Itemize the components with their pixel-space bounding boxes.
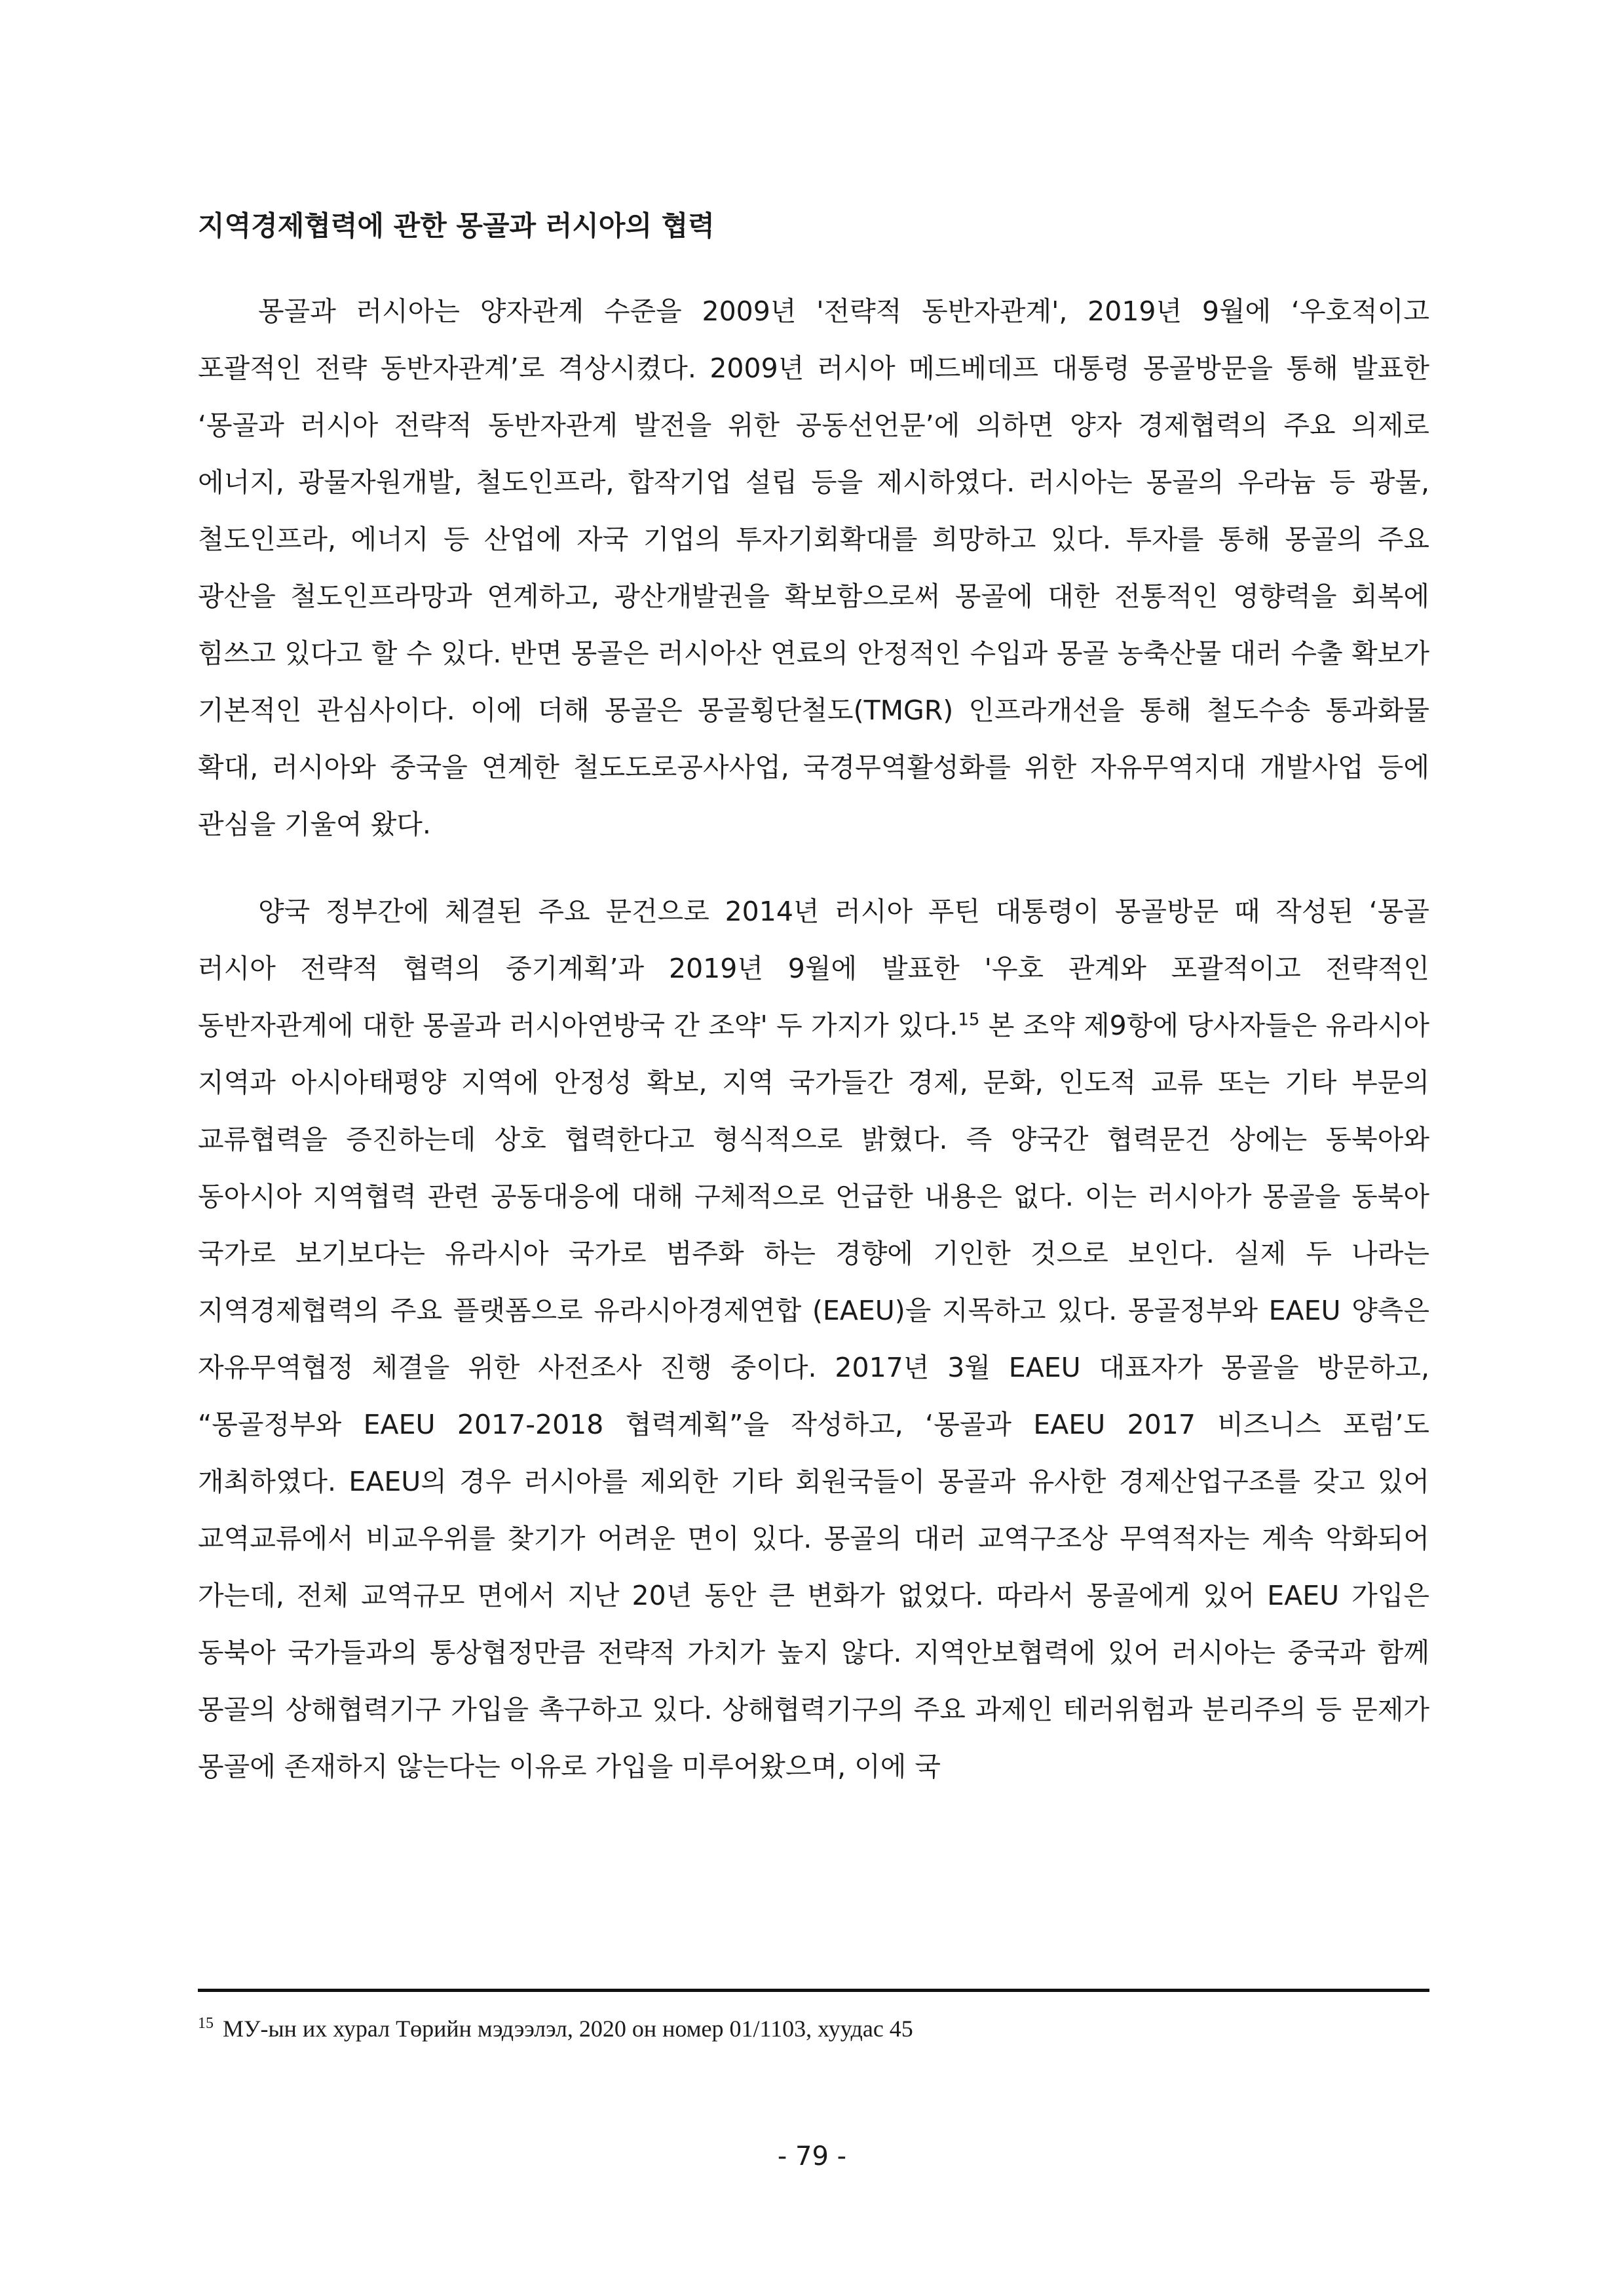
footnote-divider <box>198 1989 1429 1992</box>
footnote-text: МУ-ын их хурал Төрийн мэдээлэл, 2020 он номер 01/1103, хуудас 45 <box>223 2016 913 2042</box>
footnote-number: 15 <box>198 2015 214 2032</box>
section-heading: 지역경제협력에 관한 몽골과 러시아의 협력 <box>198 210 715 242</box>
footnote <box>198 2015 1429 2042</box>
page-number: - 79 - <box>777 2141 847 2172</box>
paragraph-2-text-a: 양국 정부간에 체결된 주요 문건으로 2014년 러시아 푸틴 대통령이 몽골방문 때 작성된 ‘몽골 러시아 전략적 협력의 중기계획’과 2019년 9월에 발표한 '우호 관계와 포괄적이고 전략적인 동반자관계에 대한 몽골과 러시아연방국 간 조약' 두 가지가 있다. <box>198 896 1429 1041</box>
paragraph-2 <box>198 883 1429 1795</box>
paragraph-1: 몽골과 러시아는 양자관계 수준을 2009년 '전략적 동반자관계', 2019년 9월에 ‘우호적이고 포괄적인 전략 동반자관계’로 격상시켰다. 2009년 러시아 메드베데프 대통령 몽골방문을 통해 발표한 ‘몽골과 러시아 전략적 동반자관계 발전을 위한 공동선언문’에 의하면 양자 경제협력의 주요 의제로 에너지, 광물자원개발, 철도인프라, 합작기업 설립 등을 제시하였다. 러시아는 몽골의 우라늄 등 광물, 철도인프라, 에너지 등 산업에 자국 기업의 투자기회확대를 희망하고 있다. 투자를 통해 몽골의 주요 광산을 철도인프라망과 연계하고, 광산개발권을 확보함으로써 몽골에 대한 전통적인 영향력을 회복에 힘쓰고 있다고 할 수 있다. 반면 몽골은 러시아산 연료의 안정적인 수입과 몽골 농축산물 대러 수출 확보가 기본적인 관심사이다. 이에 더해 몽골은 몽골횡단철도(TMGR) 인프라개선을 통해 철도수송 통과화물 확대, 러시아와 중국을 연계한 철도도로공사사업, 국경무역활성화를 위한 자유무역지대 개발사업 등에 관심을 기울여 왔다. <box>198 296 1429 840</box>
footnote-reference[interactable]: 15 <box>958 1010 980 1030</box>
body-text <box>198 283 1429 1826</box>
paragraph-2-text-b: 본 조약 제9항에 당사자들은 유라시아 지역과 아시아태평양 지역에 안정성 확보, 지역 국가들간 경제, 문화, 인도적 교류 또는 기타 부문의 교류협력을 증진하는데 상호 협력한다고 형식적으로 밝혔다. 즉 양국간 협력문건 상에는 동북아와 동아시아 지역협력 관련 공동대응에 대해 구체적으로 언급한 내용은 없다. 이는 러시아가 몽골을 동북아 국가로 보기보다는 유라시아 국가로 범주화 하는 경향에 기인한 것으로 보인다. 실제 두 나라는 지역경제협력의 주요 플랫폼으로 유라시아경제연합 (EAEU)을 지목하고 있다. 몽골정부와 EAEU 양측은 자유무역협정 체결을 위한 사전조사 진행 중이다. 2017년 3월 EAEU 대표자가 몽골을 방문하고, “몽골정부와 EAEU 2017-2018 협력계획”을 작성하고, ‘몽골과 EAEU 2017 비즈니스 포럼’도 개최하였다. EAEU의 경우 러시아를 제외한 기타 회원국들이 몽골과 유사한 경제산업구조를 갖고 있어 교역교류에서 비교우위를 찾기가 어려운 면이 있다. 몽골의 대러 교역구조상 무역적자는 계속 악화되어 가는데, 전체 교역규모 면에서 지난 20년 동안 큰 변화가 없었다. 따라서 몽골에게 있어 EAEU 가입은 동북아 국가들과의 통상협정만큼 전략적 가치가 높지 않다. 지역안보협력에 있어 러시아는 중국과 함께 몽골의 상해협력기구 가입을 촉구하고 있다. 상해협력기구의 주요 과제인 테러위험과 분리주의 등 문제가 몽골에 존재하지 않는다는 이유로 가입을 미루어왔으며, 이에 국 <box>198 1010 1429 1782</box>
